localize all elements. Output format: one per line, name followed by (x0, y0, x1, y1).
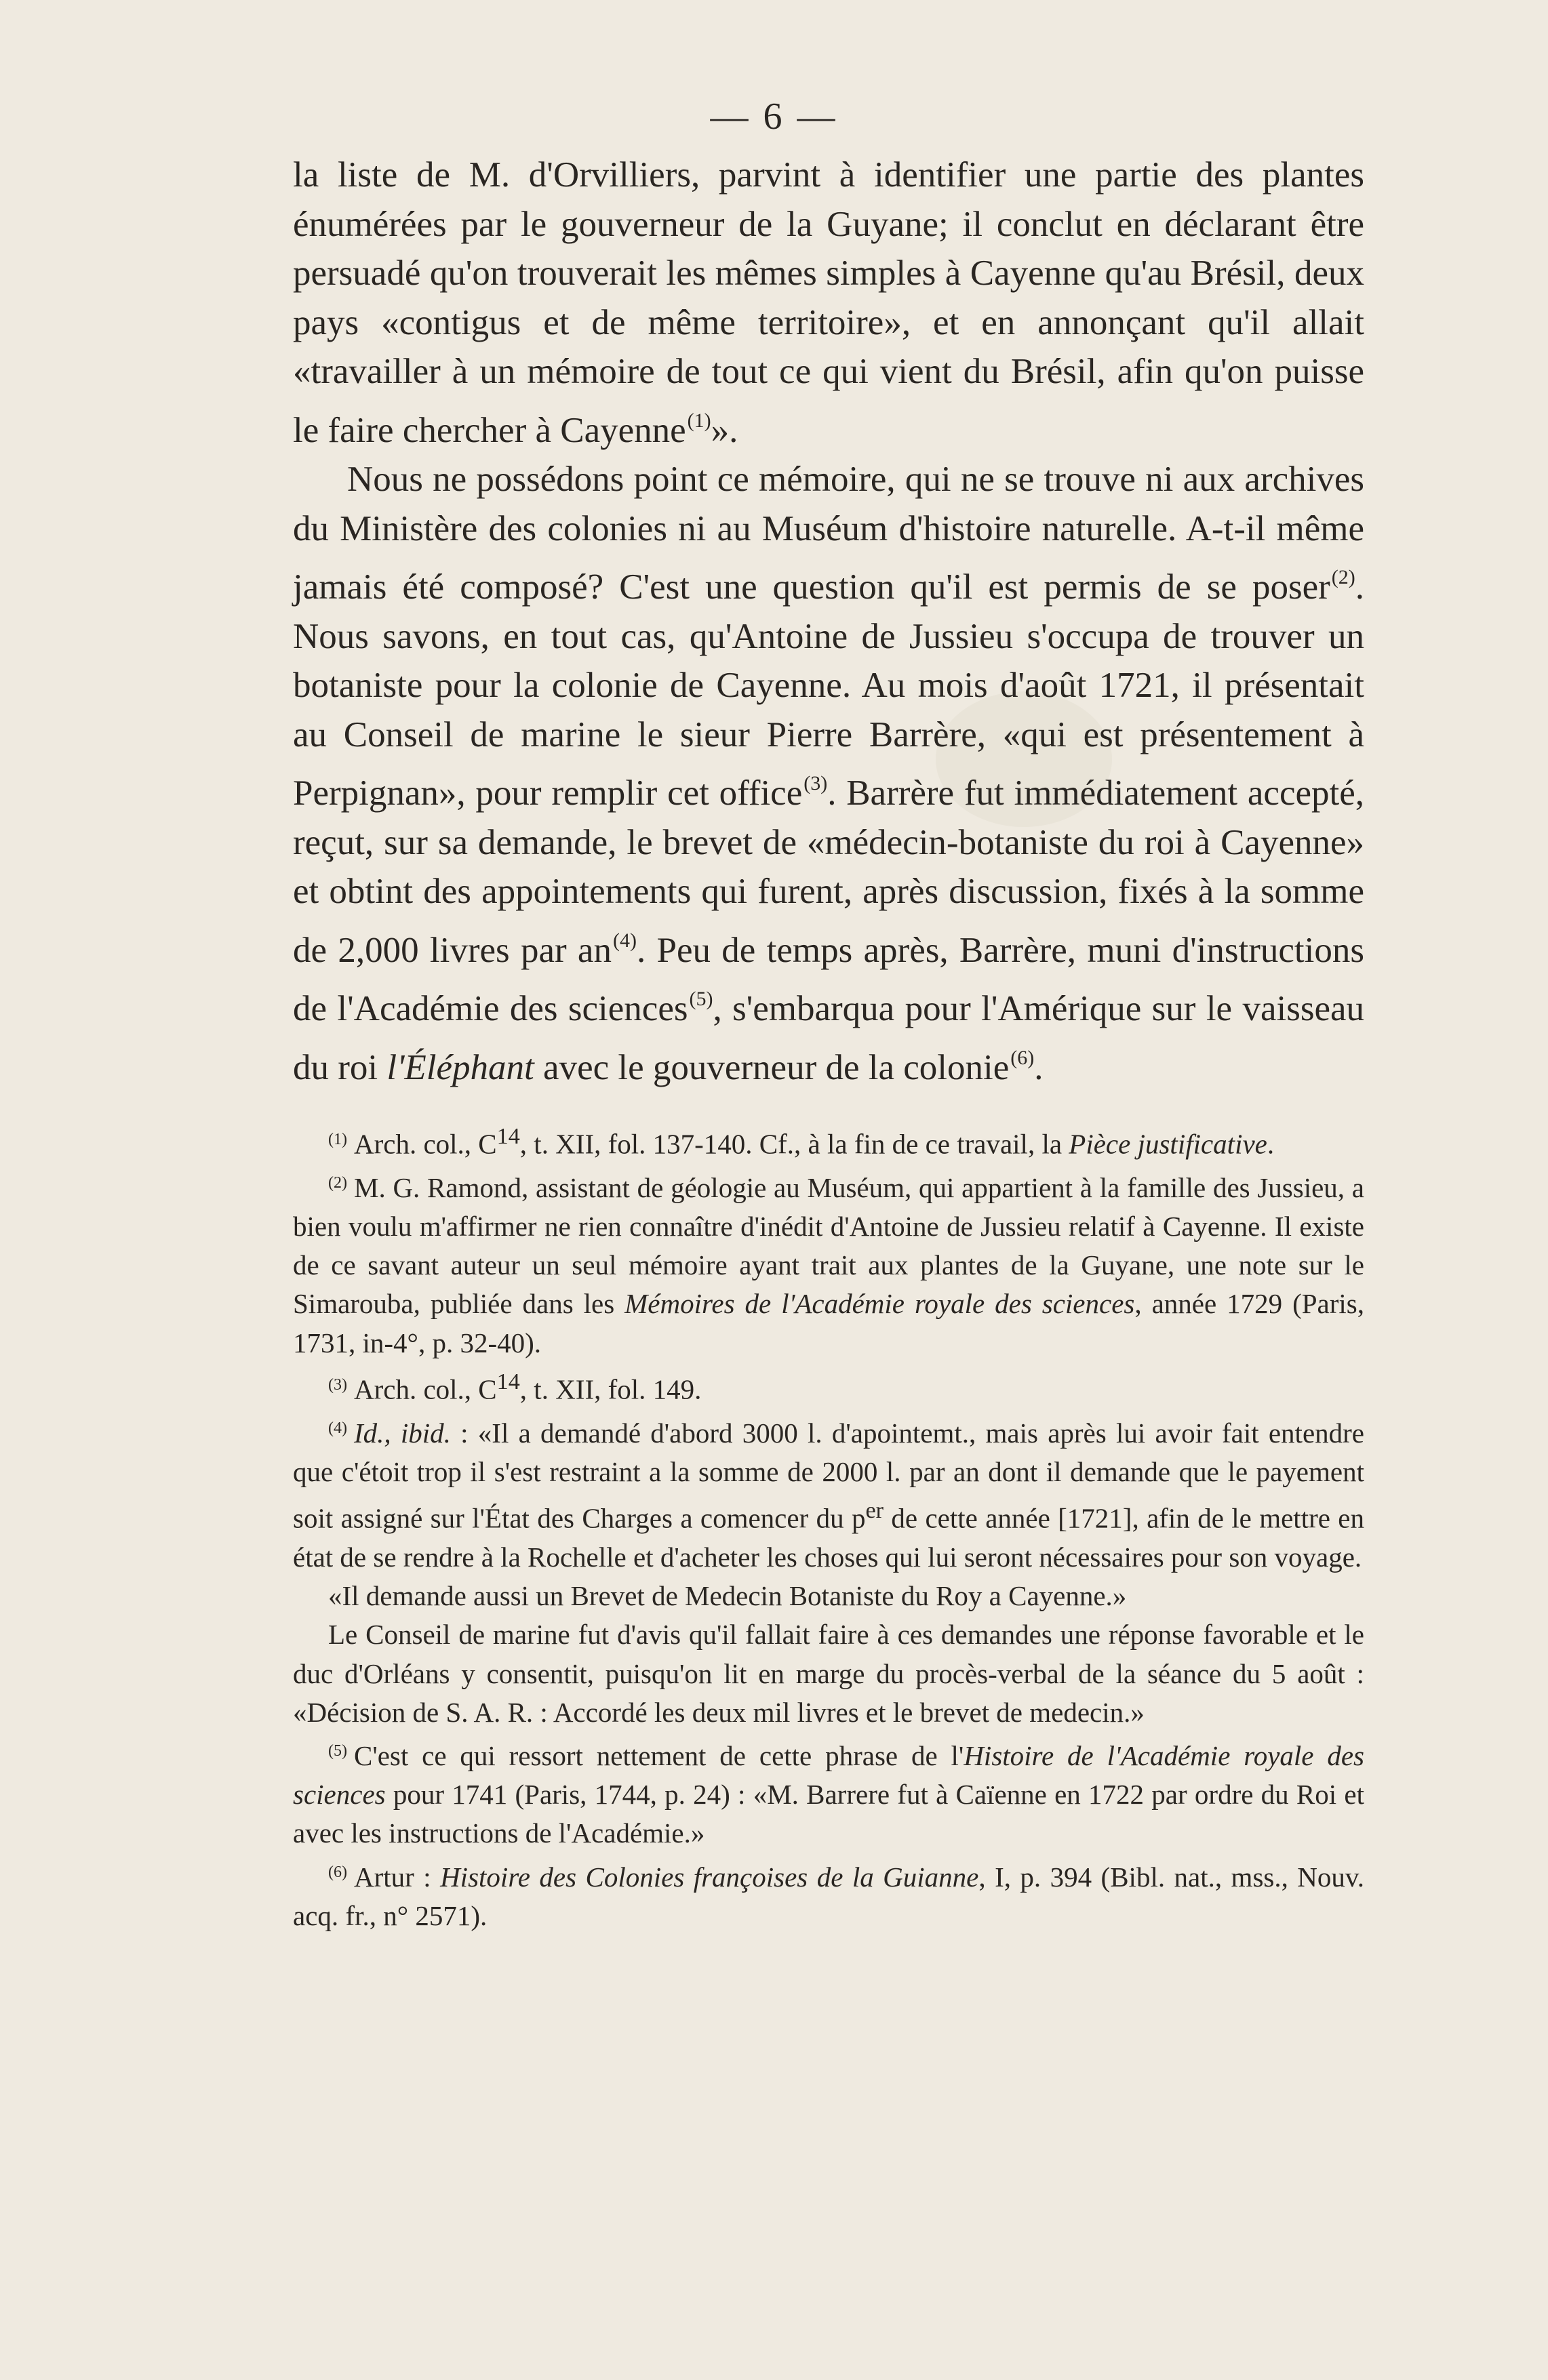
footnote-1: $^{(1)}$ Arch. col., $C^{14}$, t. XII, fol. 137-140. Cf., à la fin de ce travail, la Pièce justificative. (328, 1124, 1275, 1160)
paragraph-1: la liste de M. d'Orvilliers, parvint à identifier une partie des plantes énumérées par le gouverneur de la Guyane; il conclut en déclarant être persuadé qu'on trouverait les mêmes simples à Cayenne qu'au Brésil, deux pays «contigus et de même territoire», et en annonçant qu'il allait «travailler à un mémoire de tout ce qui vient du Brésil, afin qu'on puisse le faire chercher à Cayenne$^{(1)}$». (293, 155, 1364, 450)
body-text (293, 150, 1364, 1092)
footnote-4: $^{(4)}$ Id., ibid. : «Il a demandé d'abord 3000 l. d'apointemt., mais après lui avoir fait entendre que c'étoit trop il s'est restraint a la somme de 2000 l. par an dont il demande que le payement soit assigné sur l'État des Charges a comencer du $p^{er}$ de cette année [1721], afin de le mettre en état de se rendre à la Rochelle et d'acheter les choses qui lui seront nécessaires pour son voyage. (293, 1417, 1365, 1573)
footnote-ref-4[interactable]: (4) (612, 929, 637, 952)
footnote-4-quote: «Il demande aussi un Brevet de Medecin Botaniste du Roy a Cayenne.» (328, 1580, 1127, 1612)
paragraph-2: Nous ne possédons point ce mémoire, qui ne se trouve ni aux archives du Ministère des colonies ni au Muséum d'histoire naturelle. A-t-il même jamais été composé? C'est une question qu'il est permis de se poser$^{(2)}$. Nous savons, en tout cas, qu'Antoine de Jussieu s'occupa de trouver un botaniste pour la colonie de Cayenne. Au mois d'août 1721, il présentait au Conseil de marine le sieur Pierre Barrère, «qui est présentement à Perpignan», pour remplir cet office$^{(3)}$. Barrère fut immédiatement accepté, reçut, sur sa demande, le brevet de «médecin-botaniste du roi à Cayenne» et obtint des appointements qui furent, après discussion, fixés à la somme de 2,000 livres par an$^{(4)}$. Peu de temps après, Barrère, muni d'instructions de l'Académie des sciences$^{(5)}$, s'embarqua pour l'Amérique sur le vaisseau du roi l'Éléphant avec le gouverneur de la colonie$^{(6)}$. (293, 460, 1364, 1087)
footnote-ref-3[interactable]: (3) (803, 772, 828, 794)
footnotes (293, 1117, 1364, 1935)
footnote-2: $^{(2)}$ M. G. Ramond, assistant de géologie au Muséum, qui appartient à la famille des Jussieu, a bien voulu m'affirmer ne rien connaître d'inédit d'Antoine de Jussieu relatif à Cayenne. Il existe de ce savant auteur un seul mémoire ayant trait aux plantes de la Guyane, une note sur le Simarouba, publiée dans les Mémoires de l'Académie royale des sciences, année 1729 (Paris, 1731, in-4°, p. 32-40). (293, 1171, 1365, 1358)
footnote-ref-5[interactable]: (5) (689, 988, 713, 1010)
footnote-ref-1[interactable]: (1) (687, 409, 711, 432)
footnote-4-continuation: Le Conseil de marine fut d'avis qu'il fallait faire à ces demandes une réponse favorable et le duc d'Orléans y consentit, puisqu'on lit en marge du procès-verbal de la séance du 5 août : «Décision de S. A. R. : Accordé les deux mil livres et le brevet de medecin.» (293, 1619, 1364, 1728)
footnote-ref-6[interactable]: (6) (1010, 1046, 1035, 1069)
footnote-5: $^{(5)}$ C'est ce qui ressort nettement de cette phrase de l'Histoire de l'Académie royale des sciences pour 1741 (Paris, 1744, p. 24) : «M. Barrere fut à Caïenne en 1722 par ordre du Roi et avec les instructions de l'Académie.» (293, 1740, 1364, 1849)
footnote-ref-2[interactable]: (2) (1331, 566, 1355, 588)
page-number: — 6 — (710, 96, 838, 138)
footnote-6: $^{(6)}$ Artur : Histoire des Colonies françoises de la Guianne, I, p. 394 (Bibl. nat., mss., Nouv. acq. fr., n° 2571). (293, 1861, 1364, 1931)
footnote-3: $^{(3)}$ Arch. col., $C^{14}$, t. XII, fol. 149. (328, 1369, 702, 1405)
ship-name: l'Éléphant (386, 1047, 534, 1087)
